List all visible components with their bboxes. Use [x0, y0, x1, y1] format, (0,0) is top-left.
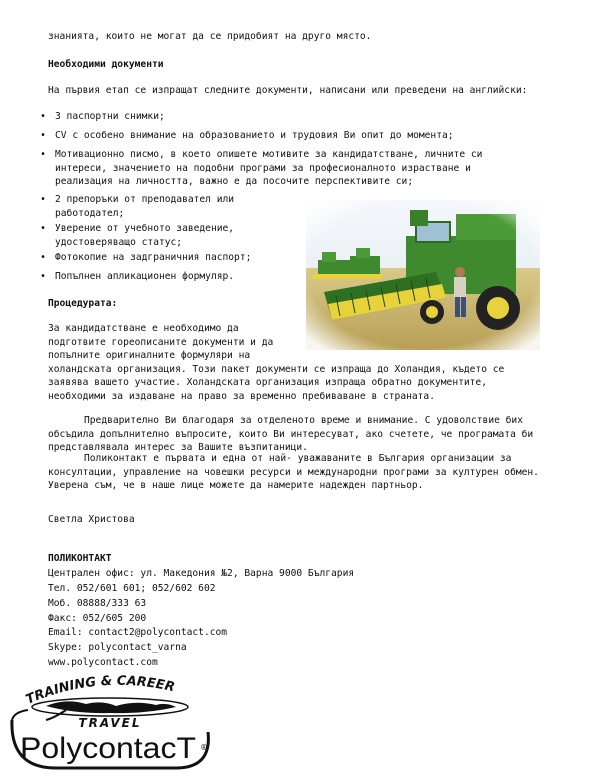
fax: Факс: 052/605 200 [48, 613, 147, 624]
closing-paragraph-2: Поликонтакт е първата и една от най- уважаваните в България организации за консултации, управление на човешки ресурси и международни програми за културен обмен. Уверена съм, че в наше лице можете да намерите надежден партньор. [48, 453, 539, 491]
list-item: Мотивационно писмо, в което опишете мотивите за кандидатстване, личните си интереси, значението на подобни програми за професионалното израстване и реализация на личността, важно е да посочите перспективите си; [55, 149, 483, 187]
list-item: CV с особено внимание на образованието и трудовия Ви опит до момента; [55, 130, 454, 141]
list-item: Попълнен апликационен формуляр. [55, 271, 235, 282]
procedure-text [48, 322, 545, 403]
polycontact-logo [6, 674, 216, 770]
website-link[interactable]: www.polycontact.com [48, 657, 158, 668]
email-link[interactable]: Email: contact2@polycontact.com [48, 627, 228, 638]
procedure-heading: Процедурата: [48, 298, 118, 309]
bullet-icon: • [40, 194, 46, 205]
bullet-icon: • [40, 271, 46, 282]
photo-wrap-spacer [283, 322, 545, 350]
list-item: Фотокопие на задграничния паспорт; [55, 252, 252, 263]
bullet-icon: • [40, 130, 46, 141]
mobile: Моб. 08888/333 63 [48, 598, 147, 609]
bullet-icon: • [40, 223, 46, 234]
docs-heading: Необходими документи [48, 59, 164, 70]
closing-paragraph-1: Предварително Ви благодаря за отделеното време и внимание. С удоволствие бих обсъдила допълнително въпросите, които Ви интересуват, ако счетете, че програмата би представлявала интерес за Вашите възпитаници. [48, 415, 534, 453]
logo-arc-text: TRAINING & CAREER [23, 674, 177, 708]
bullet-icon: • [40, 111, 46, 122]
logo-travel-text: TRAVEL [78, 716, 142, 730]
logo-name-text: PolycontacT [20, 732, 196, 765]
list-item: 3 паспортни снимки; [55, 111, 165, 122]
intro-tail: знанията, които не могат да се придобият на друго място. [48, 31, 372, 42]
list-item: Уверение от учебното заведение, удостоверяващо статус; [55, 223, 235, 248]
signature: Светла Христова [48, 514, 135, 525]
procedure-paragraph: За кандидатстване е необходимо да подготвите гореописаните документи и да попълните оригиналните формуляри на холандската организация. Този пакет документи се изпраща до Холандия, където се заявява вашето участие. Холандската организация изпраща обратно документите, необходими за издаване на право за временно пребиваване в страната. [48, 323, 505, 402]
logo-graphic [6, 674, 216, 770]
company-name: ПОЛИКОНТАКТ [48, 553, 112, 564]
office-address: Централен офис: ул. Македония №2, Варна 9000 България [48, 568, 355, 579]
docs-intro: На първия етап се изпращат следните документи, написани или преведени на английски: [48, 85, 528, 96]
phone: Тел. 052/601 601; 052/602 602 [48, 583, 216, 594]
list-item: 2 препоръки от преподавател или работодател; [55, 194, 235, 219]
bullet-icon: • [40, 252, 46, 263]
skype: Skype: polycontact_varna [48, 642, 187, 653]
bullet-icon: • [40, 149, 46, 160]
registered-mark: ® [200, 743, 208, 752]
